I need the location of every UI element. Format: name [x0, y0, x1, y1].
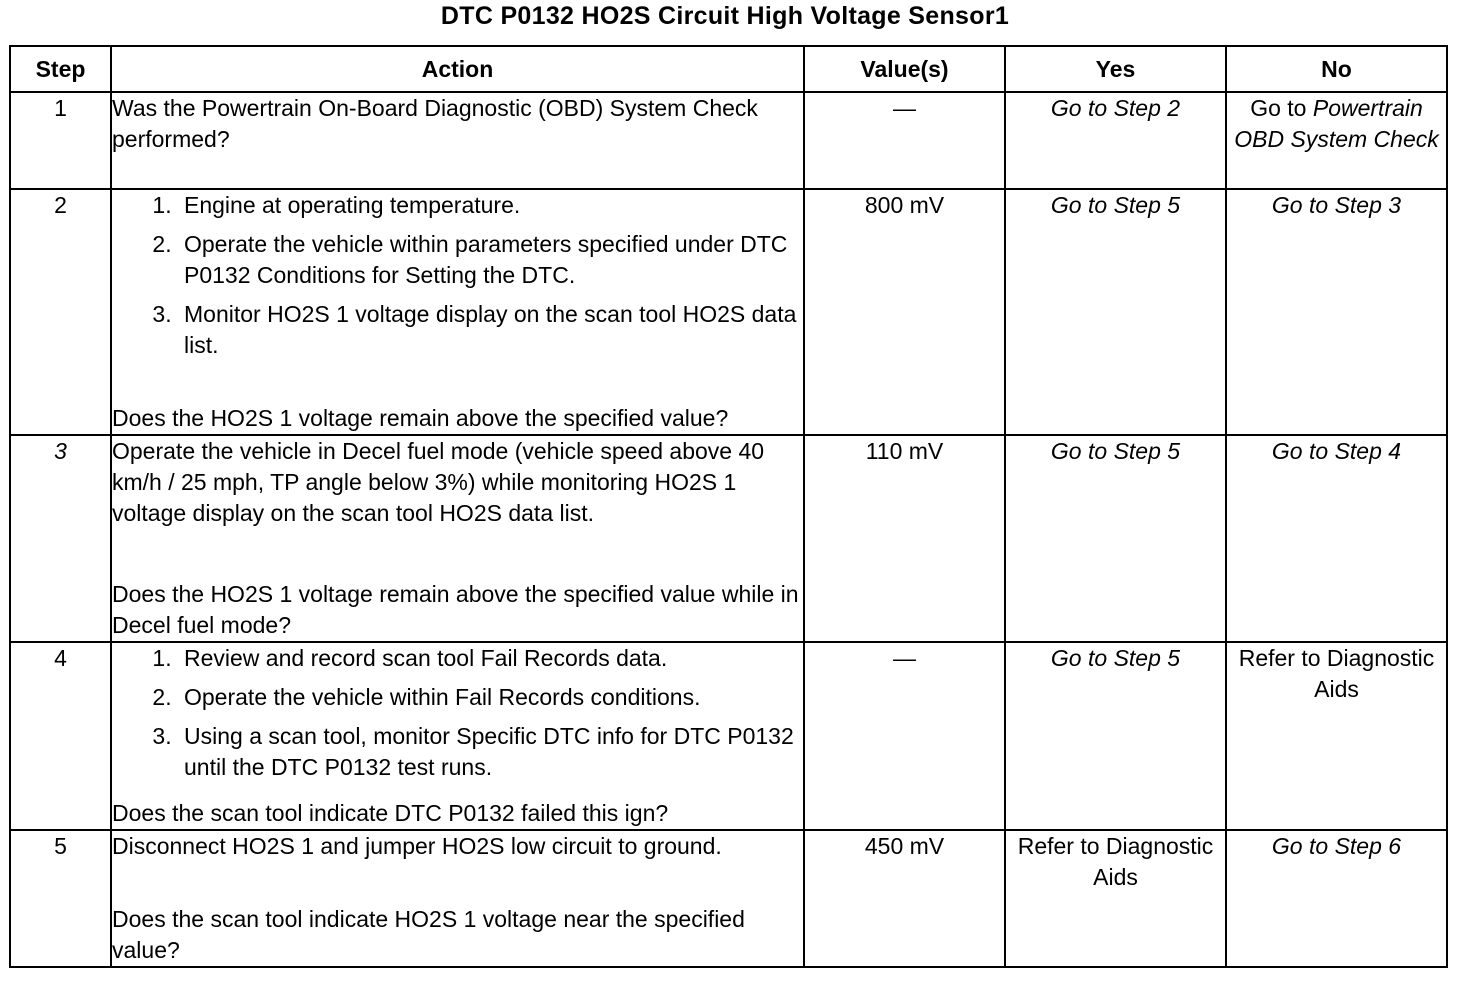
action-list-item: 3. Monitor HO2S 1 voltage display on the scan tool HO2S data list.: [178, 299, 803, 361]
step-number: 5: [10, 830, 111, 967]
no-link: Go to Step 6: [1271, 833, 1402, 859]
action-question: Does the scan tool indicate DTC P0132 failed this ign?: [112, 800, 669, 826]
yes-link: Go to Step 5: [1050, 192, 1181, 218]
no-cell: [1226, 92, 1447, 189]
no-cell: [1226, 642, 1447, 830]
page-title: DTC P0132 HO2S Circuit High Voltage Sensor1: [440, 2, 1010, 30]
table-row: [10, 642, 1447, 830]
action-list-item: 2. Operate the vehicle within parameters specified under DTC P0132 Conditions for Setting the DTC.: [178, 229, 803, 291]
action-question: Does the scan tool indicate HO2S 1 voltage near the specified value?: [112, 906, 745, 963]
table-row: [10, 435, 1447, 642]
no-link: Powertrain OBD System Check: [1234, 95, 1439, 152]
header-yes: Yes: [1005, 46, 1226, 92]
step-number: [10, 435, 111, 642]
action-question: Does the HO2S 1 voltage remain above the specified value while in Decel fuel mode?: [112, 581, 799, 638]
yes-cell: [1005, 92, 1226, 189]
table-row: [10, 830, 1447, 967]
step-number: 4: [10, 642, 111, 830]
action-text: Operate the vehicle in Decel fuel mode (vehicle speed above 40 km/h / 25 mph, TP angle below 3%) while monitoring HO2S 1 voltage display on the scan tool HO2S data list.: [112, 438, 765, 526]
no-prefix: Go to: [1250, 95, 1307, 121]
action-text: Disconnect HO2S 1 and jumper HO2S low circuit to ground.: [112, 833, 722, 859]
value-cell: —: [804, 642, 1005, 830]
action-list-item: 1. Review and record scan tool Fail Records data.: [178, 643, 803, 674]
action-list-item: 1. Engine at operating temperature.: [178, 190, 803, 221]
header-step: Step: [10, 46, 111, 92]
value-cell: 450 mV: [804, 830, 1005, 967]
no-cell: [1226, 435, 1447, 642]
action-list-item: 2. Operate the vehicle within Fail Records conditions.: [178, 682, 803, 713]
action-question: Does the HO2S 1 voltage remain above the specified value?: [112, 405, 729, 431]
header-no: No: [1226, 46, 1447, 92]
diagnostic-table: [9, 45, 1448, 968]
yes-link: Go to Step 5: [1050, 438, 1181, 464]
no-link: Go to Step 4: [1271, 438, 1402, 464]
header-values: Value(s): [804, 46, 1005, 92]
value-cell: 800 mV: [804, 189, 1005, 435]
action-list-item: 3. Using a scan tool, monitor Specific DTC info for DTC P0132 until the DTC P0132 test runs.: [178, 721, 803, 783]
no-cell: [1226, 189, 1447, 435]
action-cell: [111, 92, 804, 189]
no-link: Go to Step 3: [1271, 192, 1402, 218]
table-row: [10, 92, 1447, 189]
yes-cell: [1005, 189, 1226, 435]
action-cell: [111, 435, 804, 642]
yes-cell: [1005, 830, 1226, 967]
header-action: Action: [111, 46, 804, 92]
value-cell: 110 mV: [804, 435, 1005, 642]
no-cell: [1226, 830, 1447, 967]
action-list: [112, 643, 803, 783]
yes-link: Go to Step 5: [1050, 645, 1181, 671]
step-number: 2: [10, 189, 111, 435]
yes-cell: [1005, 642, 1226, 830]
step-number-text: 3: [54, 438, 67, 464]
yes-cell: [1005, 435, 1226, 642]
no-text: Refer to Diagnostic Aids: [1238, 645, 1435, 702]
yes-link: Go to Step 2: [1050, 95, 1181, 121]
action-cell: [111, 830, 804, 967]
action-cell: [111, 189, 804, 435]
action-cell: [111, 642, 804, 830]
table-row: [10, 189, 1447, 435]
action-text: Was the Powertrain On-Board Diagnostic (OBD) System Check performed?: [112, 95, 758, 152]
yes-text: Refer to Diagnostic Aids: [1017, 833, 1214, 890]
step-number: 1: [10, 92, 111, 189]
header-row: [10, 46, 1447, 92]
value-cell: —: [804, 92, 1005, 189]
action-list: [112, 190, 803, 361]
